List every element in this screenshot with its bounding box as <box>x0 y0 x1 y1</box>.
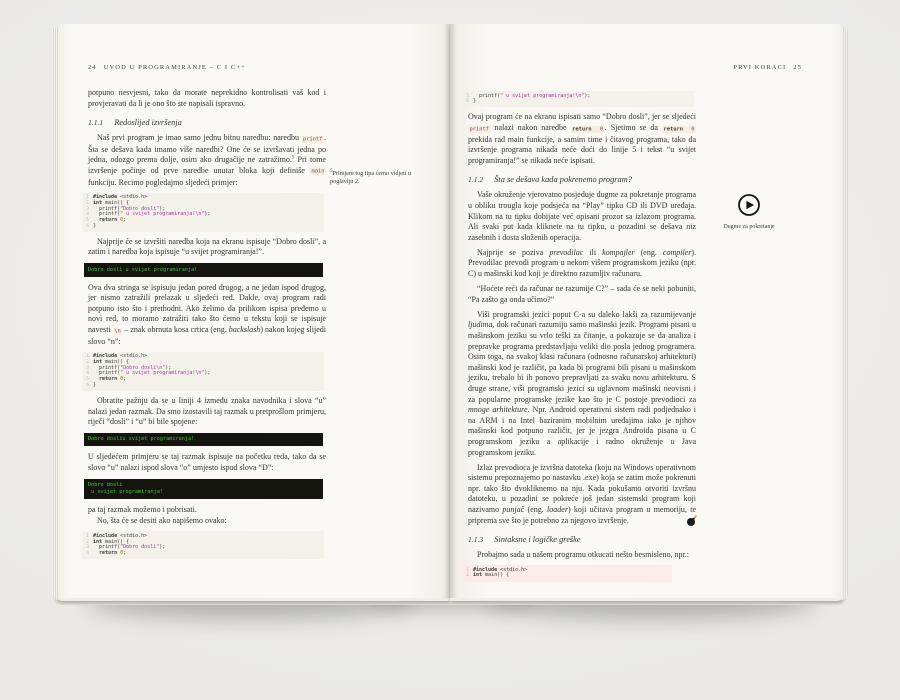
chapter-title: UVOD U PROGRAMIRANJE – C I C++ <box>103 64 246 71</box>
bomb-icon <box>686 514 698 526</box>
page-number: 24 <box>88 64 97 71</box>
right-page <box>452 24 842 598</box>
section-number: 1.1.1 <box>88 118 104 128</box>
margin-figure-caption: Dugme za pokretanje <box>723 224 775 230</box>
paragraph: potpuno nesvjesni, tako da morate neprekidno kontrolisati vaš kod i provjeravati da li je ono što ste napisali ispravno. <box>88 88 326 108</box>
section-number: 1.1.3 <box>468 535 484 545</box>
terminal-output: Dobro dosli u svijet programiranja! <box>84 263 323 277</box>
right-running-header <box>733 64 802 71</box>
paragraph: Naš prvi program je imao samo jednu bitnu naredbu: naredbu printf . Šta se dešava kada imamo više naredbi? One će se izvršavati jedna po jedna, odozgo prema dolje, osim ako drugačije ne zatražimo.$^5$ Pri tome izvršenje počinje od prve naredbe unutar bloka koji definiše main funkciju. Recimo pogledajmo sljedeći primjer: <box>88 133 326 187</box>
paragraph: pa taj razmak možemo i pobrisati. <box>88 504 197 514</box>
section-heading <box>88 118 326 127</box>
code-block-error: 1 #include <stdio.h> 2 int main() { <box>462 565 672 581</box>
paragraph: Viši programski jezici poput C-a su daleko lakši za razumijevanje ljudima, dok računari razumiju samo mašinski jezik. Programi pisani u mašinskom jeziku su vrlo teški za čitanje, a pokazuje se da analiza i prepravke programa predstavljaju veliki dio posla jednog programera. Osim toga, na svakoj klasi računara (odnosno računarskoj arhitekturi) mašinski kod je različit, pa kada bi programi bili pisani u mašinskom jeziku, trebalo bi ih ponovo prepravljati za svaku novu arhitekturu. S druge strane, viši programski jezici su uglavnom mašinski neovisni i za popularne programske jezike kao što je C postoje prevodioci za mnoge arhitekture. Npr. Android operativni sistem radi podjednako i na ARM i na Intel baziranim mobilnim uređajima iako je njihov mašinski kod potpuno različit, jer je jezgra Androida pisana u C programskom jeziku a aplikacije i radno okruženje u Java programskom jeziku. <box>468 309 696 457</box>
margin-note <box>330 170 420 187</box>
section-heading <box>468 535 696 544</box>
terminal-output: Dobro dosli u svijet programiranja! <box>84 479 323 499</box>
paragraph: U sljedećem primjeru se taj razmak ispisuje na početku reda, tako da se slovo “u” nalazi ispod slova “o” umjesto ispod slova “D”: <box>88 452 326 472</box>
paragraph: Najprije se poziva prevodilac ili kompajler (eng. compiler). Prevodilac prevodi program u nekom višem programskom jeziku (npr. C) u mašinski kod koji je direktno razumljiv računaru. <box>468 247 696 279</box>
paragraph: No, šta će se desiti ako napišemo ovako: <box>97 516 227 526</box>
code-block-continuation: 5 printf(" u svijet programiranja!\n"); 6 } <box>462 91 694 107</box>
paragraph: “Hoćete reći da računar ne razumije C?” – sada će se neki pobuniti, “Pa zašto ga onda učimo?” <box>468 284 696 304</box>
terminal-output: Dobro dosliu svijet programiranja! <box>84 433 323 447</box>
paragraph: Najprije će se izvršiti naredba koja na ekranu ispisuje “Dobro dosli”, a zatim i naredba koja ispisuje “u svijet programiranja!”. <box>88 236 326 257</box>
page-number: 25 <box>793 64 802 71</box>
code-block: 1 #include <stdio.h> 2 int main() { 3 printf("Dobro dosli\n"); 4 printf(" u svijet programiranja!\n"); 5 return 0; 6 } <box>82 352 324 391</box>
margin-figure-play <box>714 193 784 230</box>
left-running-header <box>88 64 246 71</box>
code-block: 1 #include <stdio.h> 2 int main() { 3 printf("Dobro dosli"); 4 return 0; <box>82 531 324 559</box>
section-title: Šta se dešava kada pokrenemo program? <box>494 175 632 185</box>
paragraph: Vaše okruženje vjerovatno posjeduje dugme za pokretanje programa u obliku trougla koje podsjeća na “Play” tipku CD ili DVD uređaja. Klikom na tu tipku dobijate već opisani prozor sa izlazom programa. Ali svaki put kada kliknete na tu tipku, u pozadini se dešava niz zasebnih i dosta složenih operacija. <box>468 190 696 242</box>
paragraph: Ovaj program će na ekranu ispisati samo “Dobro dosli”, jer se sljedeći printf nalazi nakon naredbe return 0 . Sjetimo se da return 0 prekida rad main funkcije, a samim time i čitavog programa, tako da izvršenje programa nikada neće doći do linije 5 i tekst “u svijet programiranja!” se nikada neće ispisati. <box>468 112 696 165</box>
left-page <box>58 24 448 598</box>
section-number: 1.1.2 <box>468 175 484 185</box>
paragraph: Izlaz prevodioca je izvršna datoteka (koju na Windows operativnom sistemu prepoznajemo po nastavku .exe) koja se zatim može pokrenuti npr. tako što dvokliknemo na nju. Kada pokušamo otvoriti izvršnu datoteku, u pozadini se pokreće još jedan sistemski program koji nazivamo punjač (eng. loader) koji učitava program u memoriju, te priprema sve što je potrebno za njegovo izvršenje. <box>468 462 696 525</box>
paragraph: Probajmo sada u našem programu otkucati nešto besmisleno, npr.: <box>477 550 689 560</box>
footnote-text: Primjere tog tipa ćemo vidjeti u poglavlju 2. <box>330 170 412 186</box>
left-page-body <box>88 88 326 588</box>
section-title: Redoslijed izvršenja <box>114 118 182 128</box>
paragraph: Ova dva stringa se ispisuju jedan pored drugog, a ne jedan ispod drugog, jer nismo zatražili prelazak u sljedeći red. Dakle, ovaj program radi potpuno isto što i prethodni. Ako želimo da prilikom ispisa pređemo u novi red, to moramo zatražiti tako što ćemo u tekstu koji se ispisuje navesti \n – znak obrnuta kosa crtica (eng. backslash) nakon kojeg slijedi slovo “n”: <box>88 282 327 346</box>
book-spine-crease <box>444 24 456 598</box>
paragraph: Obratite pažnju da se u liniji 4 između znaka navodnika i slova “u” nalazi jedan razmak. Da smo izostavili taj razmak u pretprošlom primjeru, riječi “dosli” i “u” bi bile spojene: <box>88 395 326 427</box>
play-icon <box>737 193 761 217</box>
footnote-marker: 5 <box>330 168 333 174</box>
chapter-title: PRVI KORACI <box>733 64 787 71</box>
code-block: 1 #include <stdio.h> 2 int main() { 3 printf("Dobro dosli"); 4 printf(" u svijet programiranja!\n"); 5 return 0; 6 } <box>82 193 324 232</box>
section-heading <box>468 175 696 184</box>
right-page-body <box>468 88 696 588</box>
section-title: Sintaksne i logičke greške <box>494 535 581 545</box>
